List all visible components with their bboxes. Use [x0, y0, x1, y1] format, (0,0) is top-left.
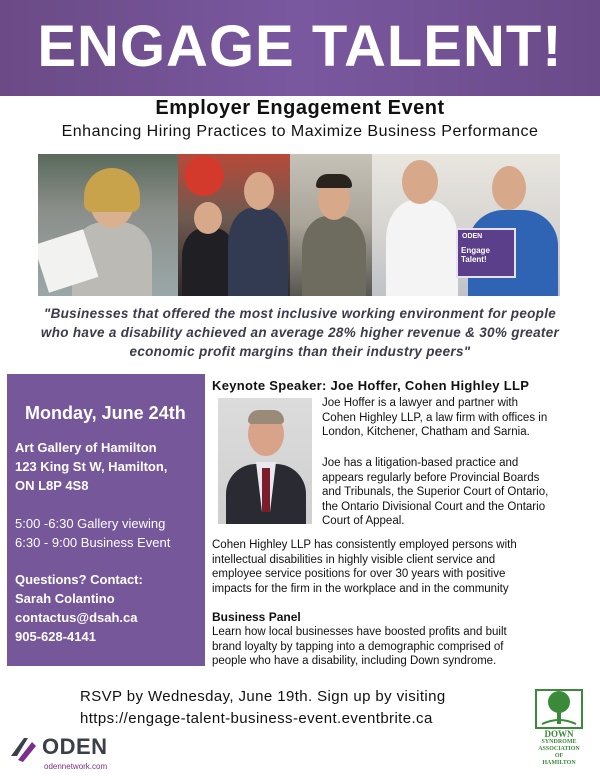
rsvp-link[interactable]: https://engage-talent-business-event.eventbrite.ca — [80, 710, 433, 727]
photo-employee-2 — [178, 154, 290, 296]
bio-line: Court of Appeal. — [322, 515, 405, 527]
photo-employee-1 — [38, 154, 178, 296]
statistics-quote: "Businesses that offered the most inclusive working environment for people who have a disability achieved an average 28% higher revenue & 30% greater economic profit margins than their industry peers" — [40, 306, 560, 359]
dsah-line: SYNDROME — [541, 739, 577, 745]
venue-line: ON L8P 4S8 — [15, 478, 89, 493]
dsah-line: DOWN — [544, 729, 574, 739]
header-banner — [0, 0, 600, 96]
photo-collage — [38, 154, 560, 296]
oden-wordmark: ODEN — [42, 734, 108, 759]
dsah-wordmark — [528, 730, 590, 767]
contact-email[interactable]: contactus@dsah.ca — [15, 610, 138, 625]
contact-phone[interactable]: 905-628-4141 — [15, 629, 96, 644]
contact-line: Questions? Contact: — [15, 572, 143, 587]
speaker-bio-2 — [322, 456, 576, 529]
contact-info — [15, 570, 201, 646]
event-title: Employer Engagement Event — [155, 97, 445, 119]
panel-line: people who have a disability, including Down syndrome. — [212, 655, 497, 667]
dsah-line: OF — [554, 753, 564, 759]
speaker-bio-1 — [322, 396, 576, 440]
bio-line: and Tribunals, the Superior Court of Ontario, — [322, 486, 549, 498]
bio-line: appears regularly before Provincial Boards — [322, 471, 540, 484]
dsah-logo — [528, 688, 590, 774]
venue-address — [15, 438, 201, 495]
tree-icon — [534, 688, 584, 730]
rsvp-section — [80, 686, 520, 730]
event-subtitle: Enhancing Hiring Practices to Maximize Business Performance — [61, 123, 539, 140]
event-details-panel — [7, 374, 205, 666]
dsah-line: HAMILTON — [542, 760, 576, 766]
event-date: Monday, June 24th — [25, 403, 186, 423]
photo-employee-4 — [372, 154, 560, 296]
sign-brand: ODEN — [462, 233, 483, 240]
sign-text: Engage Talent! — [461, 246, 490, 264]
keynote-heading: Keynote Speaker: Joe Hoffer, Cohen Highley LLP — [212, 378, 530, 393]
bio-line: Joe has a litigation-based practice and — [322, 457, 519, 469]
panel-line: Learn how local businesses have boosted profits and built — [212, 626, 507, 638]
contact-name: Sarah Colantino — [15, 591, 115, 606]
bio-line: employee service positions for over 30 years with positive — [212, 568, 506, 580]
schedule-line: 5:00 -6:30 Gallery viewing — [15, 516, 166, 531]
bio-line: London, Kitchener, Chatham and Sarnia. — [322, 426, 530, 438]
speaker-photo — [218, 398, 312, 524]
event-schedule — [15, 514, 201, 552]
bio-line: impacts for the firm in the workplace and in the community — [212, 582, 509, 595]
venue-line: 123 King St W, Hamilton, — [15, 459, 168, 474]
dsah-line: ASSOCIATION — [538, 746, 580, 752]
schedule-line: 6:30 - 9:00 Business Event — [15, 535, 171, 550]
oden-mark-icon — [8, 734, 38, 764]
bio-line: intellectual disabilities in highly visible client service and — [212, 553, 496, 566]
oden-url: odennetwork.com — [44, 762, 108, 771]
bio-line: the Ontario Divisional Court and the Ontario — [322, 500, 546, 513]
business-panel-heading: Business Panel — [212, 610, 301, 624]
bio-line: Joe Hoffer is a lawyer and partner with — [322, 397, 519, 409]
rsvp-text: RSVP by Wednesday, June 19th. Sign up by visiting — [80, 688, 446, 705]
venue-line: Art Gallery of Hamilton — [15, 440, 157, 455]
firm-description — [212, 538, 584, 596]
photo-employee-3 — [290, 154, 372, 296]
business-panel-description — [212, 625, 584, 669]
panel-line: brand loyalty by tapping into a demographic comprised of — [212, 640, 504, 653]
oden-logo — [8, 732, 120, 774]
bio-line: Cohen Highley LLP, a law firm with offices in — [322, 411, 548, 424]
bio-line: Cohen Highley LLP has consistently employed persons with — [212, 539, 517, 551]
banner-title: ENGAGE TALENT! — [37, 14, 563, 79]
